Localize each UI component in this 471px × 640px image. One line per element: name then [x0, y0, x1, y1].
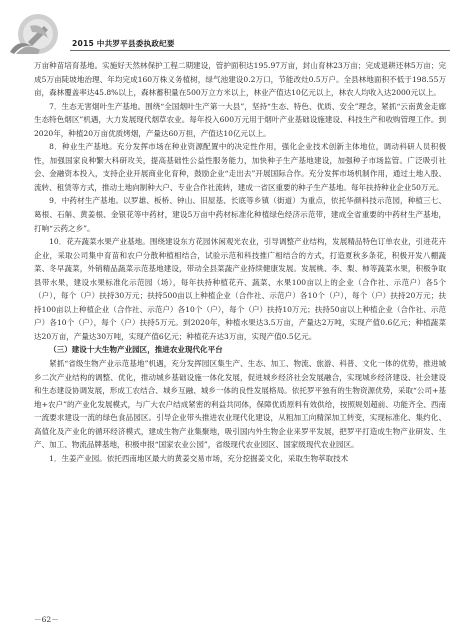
party-emblem-icon — [8, 8, 62, 54]
page-number: －62－ — [34, 615, 59, 624]
section-heading: （三）建设十大生物产业园区，推进农业现代化平台 — [49, 345, 223, 355]
paragraph: 1．生姜产业园。依托西南地区最大的黄姜交易市场，充分挖掘姜文化，采取生物萃取技术 — [49, 453, 349, 463]
header-divider — [70, 50, 450, 51]
paragraph: 9．中药材生产基地。以罗雄、板桥、钟山、旧屋基、长底等乡镇（街道）为重点，依托华颜科技示范园，种植三七、葛根、石斛、黄姜根、金银花等中药材，建设5万亩中药材标准化种植绿色经济示范带，建成全省重要的中药材生产基地，打响“云药之乡”。 — [34, 196, 446, 233]
paragraph: 7．生态无害烟叶生产基地。围绕“全国烟叶生产第一大县”，坚持“生态、特色、优质、安全”理念，紧抓“云南黄金走廊生态特色烟区”机遇，大力发展现代烟草农业。每年投入600万元用于烟叶产业基础设施建设、科技生产和收购管理工作。到2020年，种植20万亩优质烤烟，产量达60万担，产值达10亿元以上。 — [34, 101, 446, 138]
paragraph: 10．花卉蔬菜水果产业基地。围绕建设东方花园休闲观光农业，引导调整产业结构，发展精品特色订单农业，引进花卉企业，采取公司集中育苗和农户分散种植相结合，试验示范和科技推广相结合的方式，打造夏秋多条花，积极开发八棚蔬菜、冬早蔬菜，外销精品蔬菜示范基地建设，带动全县菜蔬产业持续健康发展。发展桃、李、梨、柿等蔬菜水果，积极争取县带水果，建设水果标准化示范园（场），每年扶持种植花卉、蔬菜、水果100亩以上的企业（合作社、示范户）各5个（户），每个（户）扶持30万元；扶持500亩以上种植企业（合作社、示范户）各10个（户），每个（户）扶持20万元；扶持100亩以上种植企业（合作社、示范户）各10个（户），每个（户）扶持10万元；扶持50亩以上种植企业（合作社、示范户）各10个（户），每个（户）扶持5万元。到2020年，种植水果达3.5万亩，产量达2万吨，实现产值0.6亿元；种植蔬菜达20万亩，产量达30万吨，实现产值6亿元；种植花卉达3万亩，实现产值0.5亿元。 — [34, 237, 446, 341]
paragraph: 紧抓“省级生物产业示范基地”机遇，充分发挥园区集生产、生态、加工、物流、旅游、科普、文化一体的优势，推进城乡二次产业结构的调整、优化，推动城乡基础设施一体化发展，促进城乡经济社会发展融合，实现城乡经济建设、社会建设和生态建设协调发展，形成工农结合、城乡互融、城乡一体的良性发展格局。依托罗平独有的生物资源优势，采取“公司+基地+农户”的产业化发展模式，与广大农户结成紧密的利益共同体，保障优质原料有效供给，按照规划超前、功能齐全、西南一流要求建设一流的绿色食品园区。引导企业带头推进农业现代化建设，从粗加工向精深加工转变，实现标准化、集约化、高值化及产业化的循环经济模式，建成生物产业集聚地，吸引国内外生物企业来罗平发展，把罗平打造成生物产业研发、生产、加工、物流品牌基地，积极申报“国家农业公园”，省级现代农业园区、国家级现代农业园区。 — [34, 359, 446, 450]
header-title: 2015 中共罗平县委执政纪要 — [72, 39, 175, 48]
paragraph: 万亩种苗培育基地。实施好天然林保护工程二期建设，管护面积达195.97万亩，封山育林23万亩；完成退耕还林5万亩；完成5万亩陡坡地治理、年均完成160万株义务植树，绿气池建设0.2万口，节能改灶0.5万户。全县林地面积不低于198.55万亩，森林覆盖率达45.8%以上，森林蓄积量在500万立方米以上，林业产值达10亿元以上，林农人均收入达2000元以上。 — [34, 61, 446, 98]
article-body — [34, 59, 446, 465]
page-header — [0, 0, 471, 58]
paragraph: 8．种业生产基地。充分发挥市场在种业资源配置中的决定性作用，强化企业技术创新主体地位，调动科研人员积极性，加强国家良种繁大科研攻关，提高基础性公益性服务能力，加快种子生产基地建设，加强种子市场监管。广泛吸引社会、金融资本投入，支持企业开展商业化育种，鼓励企业“走出去”开展国际合作。充分发挥市场机制作用，通过土地入股、流转、租赁等方式，推动土地向制种大户、专业合作社流转，建成一省区重要的种子生产基地。每年扶持种业企业50万元。 — [34, 142, 446, 192]
